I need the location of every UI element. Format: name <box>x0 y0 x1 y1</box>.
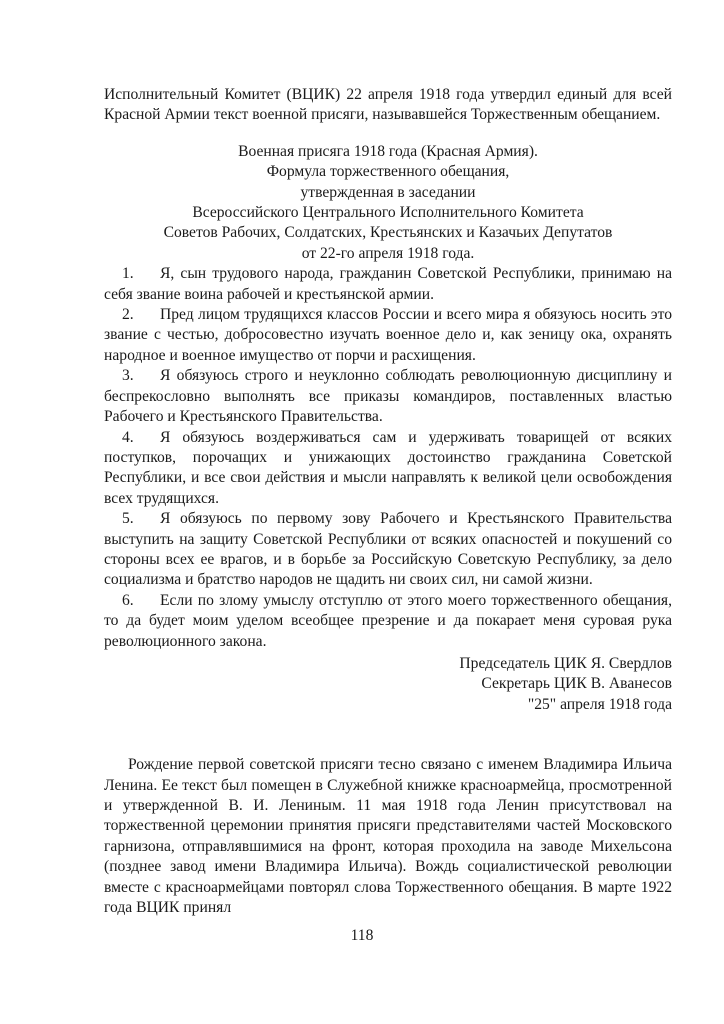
item-text: Я обязуюсь строго и неуклонно соблюдать революционную дисциплину и беспрекословно выполнять все приказы командиров, поставленных властью Рабочего и Крестьянского Правительства. <box>104 367 672 426</box>
oath-item <box>104 428 672 510</box>
intro-paragraph: Исполнительный Комитет (ВЦИК) 22 апреля 1918 года утвердил единый для всей Красной Армии текст военной присяги, называвшейся Торжественным обещанием. <box>104 86 672 124</box>
item-number: 5. <box>122 510 134 528</box>
oath-heading <box>104 142 672 264</box>
oath-item <box>104 366 672 427</box>
page-number: 118 <box>350 927 374 944</box>
oath-item <box>104 509 672 591</box>
section-spacer <box>104 715 672 755</box>
heading-line: Советов Рабочих, Солдатских, Крестьянских и Казачьих Депутатов <box>163 224 613 242</box>
body-paragraph: Рождение первой советской присяги тесно связано с именем Владимира Ильича Ленина. Ее текст был помещен в Служебной книжке красноармейца, просмотренной и утвержденной В. И. Лениным. 11 мая 1918 года Ленин присутствовал на торжественной церемонии принятия присяги представителями частей Московского гарнизона, отправлявшимися на фронт, которая проходила на заводе Михельсона (позднее завод имени Владимира Ильича). Вождь социалистической революции вместе с красноармейцами повторял слова Торжественного обещания. В марте 1922 года ВЦИК принял <box>104 756 672 917</box>
signature-date: "25" апреля 1918 года <box>527 695 672 713</box>
item-number: 4. <box>122 428 134 446</box>
item-number: 1. <box>122 265 134 283</box>
item-number: 2. <box>122 306 134 324</box>
oath-items <box>104 264 672 652</box>
heading-line: Всероссийского Центрального Исполнительного Комитета <box>192 204 584 222</box>
oath-item <box>104 591 672 652</box>
oath-item <box>104 264 672 305</box>
item-text: Я обязуюсь воздерживаться сам и удерживать товарищей от всяких поступков, порочащих и унижающих достоинство гражданина Советской Республики, и все свои действия и мысли направлять к великой цели освобождения всех трудящихся. <box>104 428 672 507</box>
item-text: Если по злому умыслу отступлю от этого моего торжественного обещания, то да будет моим уделом всеобщее презрение и да покарает меня суровая рука революционного закона. <box>104 591 672 650</box>
item-text: Я обязуюсь по первому зову Рабочего и Крестьянского Правительства выступить на защиту Советской Республики от всяких опасностей и покушений со стороны всех ее врагов, и в борьбе за Российскую Советскую Республику, за дело социализма и братство народов не щадить ни своих сил, ни самой жизни. <box>104 510 672 589</box>
signature-chairman: Председатель ЦИК Я. Свердлов <box>459 654 672 672</box>
heading-line: Военная присяга 1918 года (Красная Армия). <box>238 142 538 160</box>
item-number: 6. <box>122 591 134 609</box>
item-number: 3. <box>122 367 134 385</box>
heading-line: утвержденная в заседании <box>300 183 476 201</box>
item-text: Пред лицом трудящихся классов России и всего мира я обязуюсь носить это звание с честью, добросовестно изучать военное дело и, как зеницу ока, охранять народное и военное имущество от порчи и расхищения. <box>104 306 672 364</box>
signature-secretary: Секретарь ЦИК В. Аванесов <box>481 675 672 693</box>
signature-block <box>104 654 672 715</box>
heading-line: от 22-го апреля 1918 года. <box>301 244 475 262</box>
oath-item <box>104 305 672 366</box>
document-page <box>104 85 672 918</box>
heading-line: Формула торжественного обещания, <box>266 163 510 181</box>
item-text: Я, сын трудового народа, гражданин Советской Республики, принимаю на себя звание воина рабочей и крестьянской армии. <box>104 265 672 303</box>
